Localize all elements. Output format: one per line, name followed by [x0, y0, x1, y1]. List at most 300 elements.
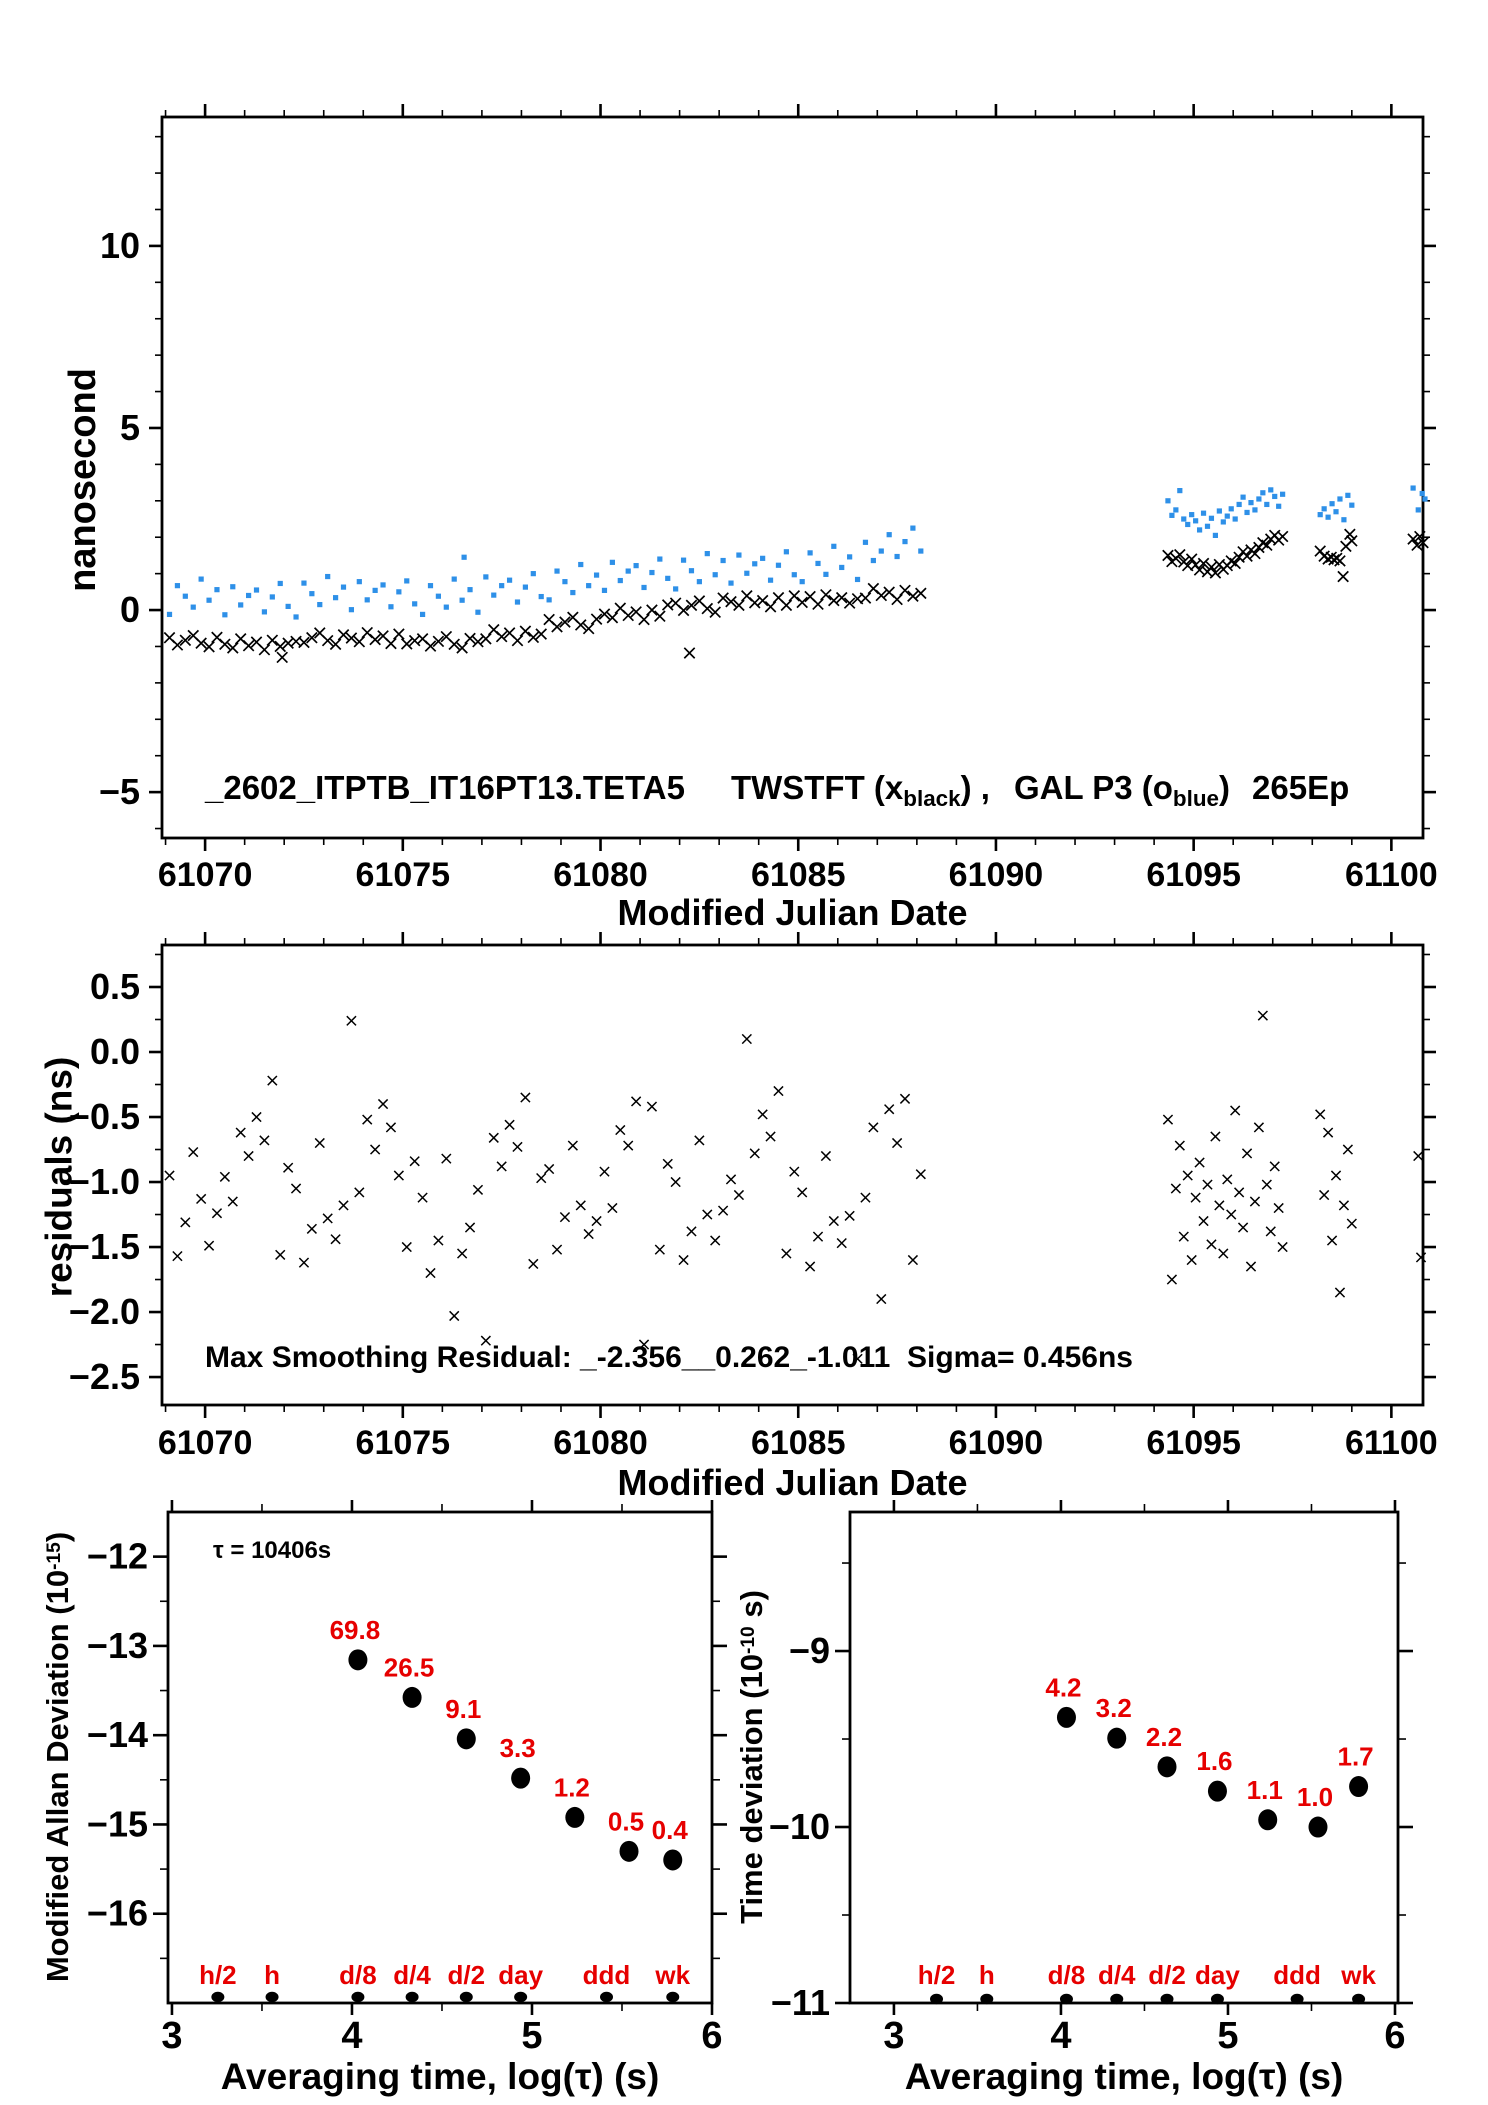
data-point-dot [457, 1728, 476, 1749]
data-point-square [831, 544, 836, 549]
data-point-x [1187, 1255, 1196, 1264]
interval-dot [1352, 1994, 1365, 2004]
point-value-label: 9.1 [445, 1693, 482, 1724]
data-point-square [373, 588, 378, 593]
tick-label: −1.0 [68, 1161, 140, 1203]
data-point-x [916, 588, 926, 598]
data-point-x [252, 1112, 261, 1121]
data-point-x [259, 645, 269, 655]
data-point-square [1260, 490, 1265, 495]
data-point-square [1197, 527, 1202, 532]
data-point-x [1323, 1128, 1332, 1137]
data-point-x [647, 605, 657, 615]
data-point-x [758, 1110, 767, 1119]
data-point-square [855, 577, 860, 582]
data-point-x [1258, 1011, 1267, 1020]
data-point-square [721, 558, 726, 563]
tick-label: 61100 [1345, 1424, 1438, 1462]
tick-label: 0.5 [89, 965, 140, 1007]
data-point-x [1199, 1216, 1208, 1225]
tick-label: 61070 [157, 856, 253, 894]
data-point-square [499, 583, 504, 588]
data-point-dot [565, 1807, 584, 1828]
data-point-x [1223, 1175, 1232, 1184]
tick-label: 5 [1217, 2015, 1239, 2057]
data-point-square [871, 558, 876, 563]
data-point-square [594, 572, 599, 577]
data-point-x [892, 1138, 901, 1147]
data-point-square [1268, 487, 1273, 492]
data-point-square [760, 556, 765, 561]
data-point-x [798, 1188, 807, 1197]
data-point-x [789, 591, 799, 601]
data-point-x [916, 1170, 925, 1179]
data-point-x [537, 1174, 546, 1183]
data-point-x [782, 1249, 791, 1258]
mdev-ylabel-sup: -15 [43, 1542, 65, 1570]
interval-label: d/8 [1047, 1960, 1086, 1990]
interval-dot [351, 1992, 364, 2002]
interval-dot [514, 1992, 527, 2002]
data-point-x [908, 591, 918, 601]
data-point-x [1183, 1171, 1192, 1180]
data-point-square [657, 556, 662, 561]
point-value-label: 0.4 [651, 1814, 688, 1845]
tick-label: 61085 [750, 856, 846, 894]
data-point-square [1189, 512, 1194, 517]
data-point-x [679, 1255, 688, 1264]
data-point-x [1254, 1123, 1263, 1132]
data-point-x [442, 1154, 451, 1163]
data-point-x [165, 1171, 174, 1180]
data-point-x [900, 585, 910, 595]
data-point-square [539, 594, 544, 599]
data-point-square [697, 579, 702, 584]
data-point-x [378, 1099, 387, 1108]
data-point-square [547, 597, 552, 602]
data-point-x [1163, 1115, 1172, 1124]
data-point-x [291, 1184, 300, 1193]
data-point-square [1280, 492, 1285, 497]
data-point-square [365, 597, 370, 602]
data-point-square [1256, 496, 1261, 501]
data-point-square [420, 612, 425, 617]
data-point-x [1262, 540, 1272, 550]
residuals-y-axis-title: residuals (ns) [38, 1056, 80, 1298]
data-point-x [813, 599, 823, 609]
point-value-label: 1.1 [1246, 1774, 1283, 1805]
tick-label: 4 [1050, 2015, 1072, 2057]
data-point-dot [1208, 1781, 1227, 1802]
data-point-x [742, 1034, 751, 1043]
data-point-square [396, 589, 401, 594]
data-point-x [458, 1249, 467, 1258]
data-point-x [323, 1214, 332, 1223]
data-point-x [418, 1193, 427, 1202]
data-point-x [821, 590, 831, 600]
data-point-x [568, 1141, 577, 1150]
data-point-x [1191, 1193, 1200, 1202]
data-point-square [784, 549, 789, 554]
interval-dot [406, 1992, 419, 2002]
data-point-square [736, 552, 741, 557]
data-point-square [1272, 494, 1277, 499]
data-point-x [1274, 1203, 1283, 1212]
tdev-ylabel-sup: -10 [737, 1626, 759, 1655]
interval-dot [1060, 1994, 1073, 2004]
point-value-label: 26.5 [383, 1652, 435, 1683]
data-point-square [1248, 500, 1253, 505]
data-point-square [1345, 493, 1350, 498]
data-point-square [309, 591, 314, 596]
data-point-square [1337, 496, 1342, 501]
data-point-square [1411, 485, 1416, 490]
data-point-x [181, 1218, 190, 1227]
data-point-square [792, 572, 797, 577]
data-point-x [371, 1145, 380, 1154]
data-point-x [608, 1203, 617, 1212]
data-point-square [1217, 508, 1222, 513]
data-point-square [460, 598, 465, 603]
data-point-square [404, 578, 409, 583]
interval-label: h/2 [917, 1960, 956, 1990]
data-point-x [473, 1185, 482, 1194]
residuals-x-axis-title: Modified Julian Date [617, 1462, 968, 1503]
data-point-square [815, 561, 820, 566]
data-point-square [1229, 506, 1234, 511]
interval-dot [980, 1994, 993, 2004]
data-point-x [1343, 1145, 1352, 1154]
data-point-square [199, 576, 204, 581]
data-point-square [254, 587, 259, 592]
series-twstft [164, 529, 1428, 662]
data-point-square [388, 604, 393, 609]
data-point-x [1235, 1188, 1244, 1197]
data-point-dot [1158, 1756, 1177, 1777]
plot-tdev [769, 1500, 1413, 2057]
data-point-x [1167, 1275, 1176, 1284]
point-value-label: 0.5 [607, 1806, 645, 1837]
tick-label: −16 [86, 1892, 148, 1934]
data-point-x [1262, 1180, 1271, 1189]
tick-label: 5 [119, 406, 140, 448]
data-point-square [1252, 507, 1257, 512]
tdev-x-axis-title: Averaging time, log(τ) (s) [904, 2056, 1344, 2097]
data-point-square [626, 568, 631, 573]
data-point-square [1233, 516, 1238, 521]
data-point-x [277, 652, 287, 662]
averaging-interval-marks-mdev [199, 1960, 691, 2002]
data-point-square [1422, 496, 1427, 501]
data-point-square [673, 586, 678, 591]
data-point-x [386, 1123, 395, 1132]
data-point-x [434, 1236, 443, 1245]
data-point-square [728, 581, 733, 586]
data-point-x [837, 1239, 846, 1248]
data-point-square [483, 574, 488, 579]
data-point-x [220, 1172, 229, 1181]
mdev-ylabel-pre: Modified Allan Deviation (10 [39, 1569, 75, 1983]
data-point-dot [620, 1841, 639, 1862]
interval-dot [600, 1992, 613, 2002]
data-point-square [776, 563, 781, 568]
data-point-x [719, 1206, 728, 1215]
data-point-dot [663, 1849, 682, 1870]
data-point-square [380, 582, 385, 587]
tick-label: 61085 [750, 1424, 846, 1462]
tick-label: −12 [86, 1535, 148, 1577]
tick-label: 0 [119, 589, 140, 631]
data-point-x [236, 1128, 245, 1137]
data-point-x [861, 1193, 870, 1202]
data-point-square [1201, 511, 1206, 516]
tick-label: −2.0 [68, 1291, 140, 1333]
data-point-square [554, 568, 559, 573]
data-point-square [641, 585, 646, 590]
data-point-x [900, 1094, 909, 1103]
data-point-x [1230, 558, 1240, 568]
data-point-x [584, 1229, 593, 1238]
data-point-dot [1258, 1809, 1277, 1830]
data-point-square [602, 588, 607, 593]
interval-label: d/4 [1097, 1960, 1136, 1990]
point-value-label: 2.2 [1145, 1721, 1183, 1752]
data-point-square [238, 602, 243, 607]
data-point-square [562, 579, 567, 584]
data-point-square [317, 602, 322, 607]
data-point-square [262, 609, 267, 614]
annotation-gal: GAL P3 (o [1013, 769, 1173, 806]
data-point-x [1215, 1201, 1224, 1210]
data-point-square [1225, 513, 1230, 518]
data-point-x [505, 1120, 514, 1129]
annotation-sub-black: black [903, 786, 961, 811]
annotation-sub-blue: blue [1172, 786, 1220, 811]
data-point-x [331, 1235, 340, 1244]
data-point-x [212, 1209, 221, 1218]
deviation-points-mdev [330, 1615, 689, 1871]
data-point-square [752, 561, 757, 566]
data-point-x [520, 626, 530, 636]
data-point-x [655, 1245, 664, 1254]
data-point-dot [1057, 1707, 1076, 1728]
top-x-axis-title: Modified Julian Date [617, 892, 968, 933]
data-point-dot [1107, 1728, 1126, 1749]
data-point-x [829, 595, 839, 605]
data-point-x [299, 1258, 308, 1267]
data-point-square [879, 548, 884, 553]
data-point-square [1237, 502, 1242, 507]
data-point-x [1278, 1242, 1287, 1251]
data-point-x [1195, 1158, 1204, 1167]
data-point-square [610, 560, 615, 565]
data-point-x [703, 1210, 712, 1219]
data-point-x [465, 1223, 474, 1232]
data-point-square [278, 581, 283, 586]
data-point-square [618, 578, 623, 583]
tick-label: 61070 [157, 1424, 253, 1462]
data-point-square [452, 576, 457, 581]
data-point-square [910, 526, 915, 531]
data-point-x [632, 1097, 641, 1106]
interval-label: d/2 [1148, 1960, 1186, 1990]
data-point-x [402, 1242, 411, 1251]
data-point-square [286, 604, 291, 609]
data-point-square [1276, 504, 1281, 509]
data-point-square [1240, 495, 1245, 500]
data-point-square [1181, 516, 1186, 521]
data-point-square [341, 585, 346, 590]
data-point-square [1333, 509, 1338, 514]
data-point-square [1318, 512, 1323, 517]
data-point-square [1341, 517, 1346, 522]
data-point-x [529, 1259, 538, 1268]
data-point-x [624, 1141, 633, 1150]
tick-label: −10 [768, 1806, 830, 1848]
tdev-ylabel-pre: Time deviation (10 [733, 1654, 769, 1924]
tick-label: 10 [99, 224, 140, 266]
data-point-x [284, 1163, 293, 1172]
data-point-x [750, 598, 760, 608]
data-point-x [276, 1250, 285, 1259]
data-point-square [586, 583, 591, 588]
data-point-x [711, 1236, 720, 1245]
data-point-x [363, 1115, 372, 1124]
data-point-x [1242, 1149, 1251, 1158]
data-point-square [807, 550, 812, 555]
tick-label: 5 [521, 2015, 543, 2057]
data-point-x [560, 1213, 569, 1222]
interval-label: d/2 [447, 1960, 486, 1990]
point-value-label: 3.2 [1095, 1693, 1132, 1724]
data-point-square [887, 532, 892, 537]
data-point-square [230, 584, 235, 589]
data-point-x [1231, 1106, 1240, 1115]
interval-dot [266, 1992, 279, 2002]
data-point-square [570, 590, 575, 595]
data-point-square [1416, 507, 1421, 512]
data-point-x [1179, 1232, 1188, 1241]
data-point-square [1173, 507, 1178, 512]
data-point-x [1347, 1219, 1356, 1228]
point-value-label: 1.0 [1296, 1782, 1334, 1813]
data-point-x [1207, 1240, 1216, 1249]
data-point-square [491, 593, 496, 598]
data-point-square [1349, 503, 1354, 508]
interval-label: day [498, 1960, 544, 1990]
data-point-square [649, 570, 654, 575]
data-point-x [860, 593, 870, 603]
data-point-square [1244, 510, 1249, 515]
data-point-x [173, 1252, 182, 1261]
data-point-x [797, 597, 807, 607]
interval-label: ddd [582, 1960, 631, 1990]
tick-label: −1.5 [68, 1226, 140, 1268]
data-point-square [428, 583, 433, 588]
data-point-x [1227, 1210, 1236, 1219]
tick-label: 4 [341, 2015, 363, 2057]
interval-label: d/8 [339, 1960, 377, 1990]
data-point-square [531, 571, 536, 576]
interval-dot [666, 1992, 679, 2002]
data-point-square [918, 548, 923, 553]
data-point-x [450, 1311, 459, 1320]
data-point-x [244, 1151, 253, 1160]
data-point-square [665, 576, 670, 581]
data-point-square [325, 574, 330, 579]
data-point-x [821, 1151, 830, 1160]
data-point-x [639, 614, 649, 624]
data-point-x [1339, 1201, 1348, 1210]
tick-label: −15 [86, 1803, 148, 1845]
data-point-x [1175, 1141, 1184, 1150]
data-point-square [1420, 491, 1425, 496]
data-point-square [847, 554, 852, 559]
data-point-square [1165, 498, 1170, 503]
data-point-square [1329, 501, 1334, 506]
interval-label: wk [655, 1960, 691, 1990]
data-point-square [681, 558, 686, 563]
data-point-x [695, 1136, 704, 1145]
data-point-x [655, 611, 665, 621]
data-point-x [1203, 1180, 1212, 1189]
mdev-x-axis-title: Averaging time, log(τ) (s) [220, 2056, 660, 2097]
residuals-annotation: Max Smoothing Residual: _-2.356__0.262_-1.011 Sigma= 0.456ns [205, 1341, 1133, 1374]
data-point-x [1331, 1171, 1340, 1180]
data-point-square [183, 594, 188, 599]
point-value-label: 1.2 [553, 1772, 590, 1803]
data-point-x [545, 1164, 554, 1173]
annotation-file-id: _2602_ITPTB_IT16PT13.TETA5 [205, 769, 685, 806]
tick-label: −0.5 [68, 1096, 140, 1138]
data-point-x [647, 1102, 656, 1111]
data-point-square [894, 554, 899, 559]
data-point-square [768, 578, 773, 583]
data-point-square [1169, 513, 1174, 518]
data-point-x [1338, 571, 1348, 581]
data-point-x [1277, 531, 1287, 541]
data-point-square [1185, 522, 1190, 527]
data-point-square [214, 587, 219, 592]
data-point-square [1177, 488, 1182, 493]
interval-label: day [1195, 1960, 1240, 1990]
tick-label: 61080 [553, 1424, 648, 1462]
data-point-x [687, 1227, 696, 1236]
tick-label: 6 [1384, 2015, 1406, 2057]
tdev-ylabel-post: s) [733, 1590, 769, 1627]
data-point-x [869, 1123, 878, 1132]
data-point-square [515, 599, 520, 604]
data-point-square [293, 614, 298, 619]
data-point-square [1205, 524, 1210, 529]
tick-label: 61075 [355, 1424, 451, 1462]
data-point-x [766, 1132, 775, 1141]
data-point-x [268, 1076, 277, 1085]
data-point-x [1250, 548, 1260, 558]
data-point-square [1221, 519, 1226, 524]
data-point-dot [403, 1687, 422, 1708]
data-point-square [634, 563, 639, 568]
series-residuals [165, 1011, 1426, 1363]
axes-residuals [69, 932, 1438, 1462]
data-point-x [1250, 1197, 1259, 1206]
data-point-x [307, 1224, 316, 1233]
data-point-square [1193, 518, 1198, 523]
data-point-dot [511, 1768, 530, 1789]
interval-label: wk [1341, 1960, 1376, 1990]
tick-label: 0.0 [89, 1031, 140, 1073]
interval-label: h [264, 1960, 280, 1990]
